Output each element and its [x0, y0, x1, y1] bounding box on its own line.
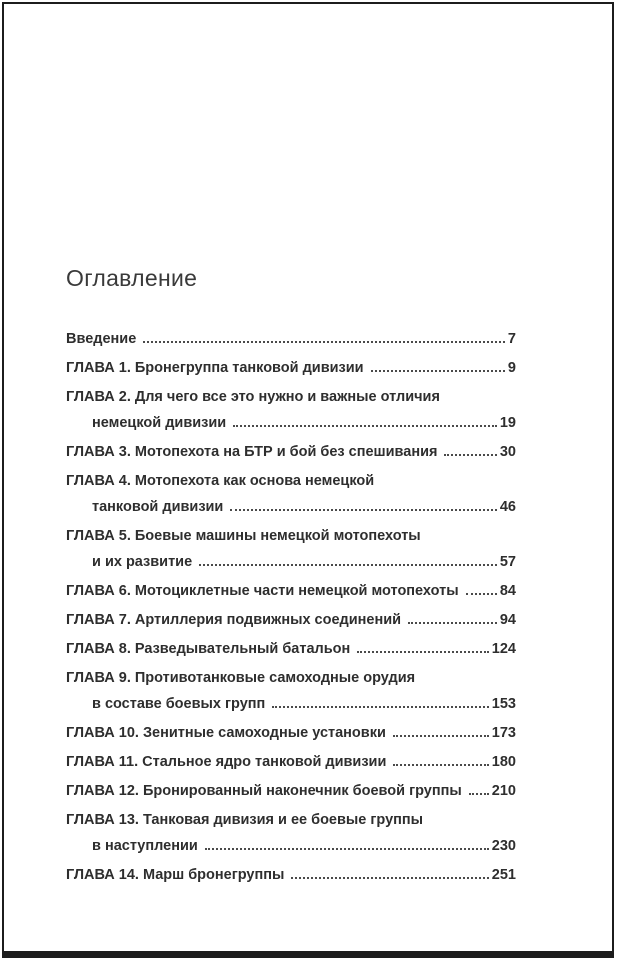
entry-line1 [66, 636, 516, 662]
entry-page-number: 251 [491, 867, 516, 883]
entry-page-number: 153 [491, 696, 516, 712]
entry-line1 [66, 720, 516, 746]
entry-line1 [66, 749, 516, 775]
entry-line1 [66, 807, 516, 833]
entry-title-continuation-text: в наступлении [92, 838, 198, 854]
entry-title-text: ГЛАВА 11. Стальное ядро танковой дивизии [66, 754, 387, 770]
entry-page-number: 210 [491, 783, 516, 799]
entry-title-continuation-text: в составе боевых групп [92, 696, 266, 712]
entry-page-number: 46 [499, 499, 516, 515]
entry-title-text: ГЛАВА 2. Для чего все это нужно и важные отличия [66, 389, 440, 405]
toc-entry [66, 665, 516, 717]
toc-entry [66, 749, 516, 775]
entry-line1 [66, 439, 516, 465]
entry-title-text: ГЛАВА 1. Бронегруппа танковой дивизии [66, 360, 364, 376]
entry-line1 [66, 607, 516, 633]
entry-page-number: 173 [491, 725, 516, 741]
dot-leader [233, 425, 497, 427]
entry-title-text: ГЛАВА 10. Зенитные самоходные установки [66, 725, 386, 741]
entry-title-text: ГЛАВА 14. Марш бронегруппы [66, 867, 285, 883]
toc-entry [66, 468, 516, 520]
toc-entry [66, 578, 516, 604]
entry-line1 [66, 468, 516, 494]
entry-title-text: ГЛАВА 8. Разведывательный батальон [66, 641, 351, 657]
entry-line1 [66, 778, 516, 804]
dot-leader [291, 877, 488, 879]
entry-page-number: 7 [507, 331, 516, 347]
entry-line2 [66, 833, 516, 859]
book-page [2, 2, 614, 958]
toc-entry [66, 636, 516, 662]
entry-line1 [66, 862, 516, 888]
entry-title-text: Введение [66, 331, 137, 347]
entry-title-text: ГЛАВА 4. Мотопехота как основа немецкой [66, 473, 375, 489]
entry-title-continuation-text: танковой дивизии [92, 499, 224, 515]
toc-entry [66, 326, 516, 352]
toc-entry [66, 523, 516, 575]
toc-list [66, 326, 516, 888]
toc-entry [66, 439, 516, 465]
dot-leader [393, 735, 489, 737]
entry-page-number: 9 [507, 360, 516, 376]
toc-entry [66, 384, 516, 436]
entry-title-text: ГЛАВА 9. Противотанковые самоходные орудия [66, 670, 416, 686]
dot-leader [469, 793, 489, 795]
entry-line1 [66, 355, 516, 381]
entry-page-number: 94 [499, 612, 516, 628]
entry-title-text: ГЛАВА 12. Бронированный наконечник боевой группы [66, 783, 462, 799]
entry-line1 [66, 578, 516, 604]
entry-page-number: 30 [499, 444, 516, 460]
entry-title-text: ГЛАВА 5. Боевые машины немецкой мотопехоты [66, 528, 421, 544]
entry-line1 [66, 665, 516, 691]
entry-title-text: ГЛАВА 6. Мотоциклетные части немецкой мотопехоты [66, 583, 459, 599]
entry-line1 [66, 326, 516, 352]
toc-entry [66, 862, 516, 888]
dot-leader [393, 764, 488, 766]
entry-line1 [66, 384, 516, 410]
toc-entry [66, 720, 516, 746]
entry-title-continuation-text: и их развитие [92, 554, 193, 570]
dot-leader [466, 593, 497, 595]
page-title: Оглавление [66, 265, 198, 291]
entry-line1 [66, 523, 516, 549]
entry-page-number: 84 [499, 583, 516, 599]
toc-entry [66, 355, 516, 381]
dot-leader [357, 651, 489, 653]
toc-entry [66, 607, 516, 633]
entry-title-text: ГЛАВА 13. Танковая дивизия и ее боевые группы [66, 812, 424, 828]
dot-leader [408, 622, 497, 624]
entry-line2 [66, 549, 516, 575]
dot-leader [371, 370, 505, 372]
entry-title-text: ГЛАВА 7. Артиллерия подвижных соединений [66, 612, 402, 628]
entry-page-number: 180 [491, 754, 516, 770]
entry-page-number: 57 [499, 554, 516, 570]
entry-page-number: 230 [491, 838, 516, 854]
dot-leader [444, 454, 496, 456]
entry-line2 [66, 410, 516, 436]
dot-leader [272, 706, 489, 708]
dot-leader [205, 848, 489, 850]
entry-page-number: 19 [499, 415, 516, 431]
toc-entry [66, 807, 516, 859]
entry-line2 [66, 494, 516, 520]
entry-line2 [66, 691, 516, 717]
entry-page-number: 124 [491, 641, 516, 657]
dot-leader [199, 564, 497, 566]
entry-title-text: ГЛАВА 3. Мотопехота на БТР и бой без спешивания [66, 444, 438, 460]
dot-leader [230, 509, 497, 511]
entry-title-continuation-text: немецкой дивизии [92, 415, 227, 431]
dot-leader [143, 341, 505, 343]
toc-entry [66, 778, 516, 804]
